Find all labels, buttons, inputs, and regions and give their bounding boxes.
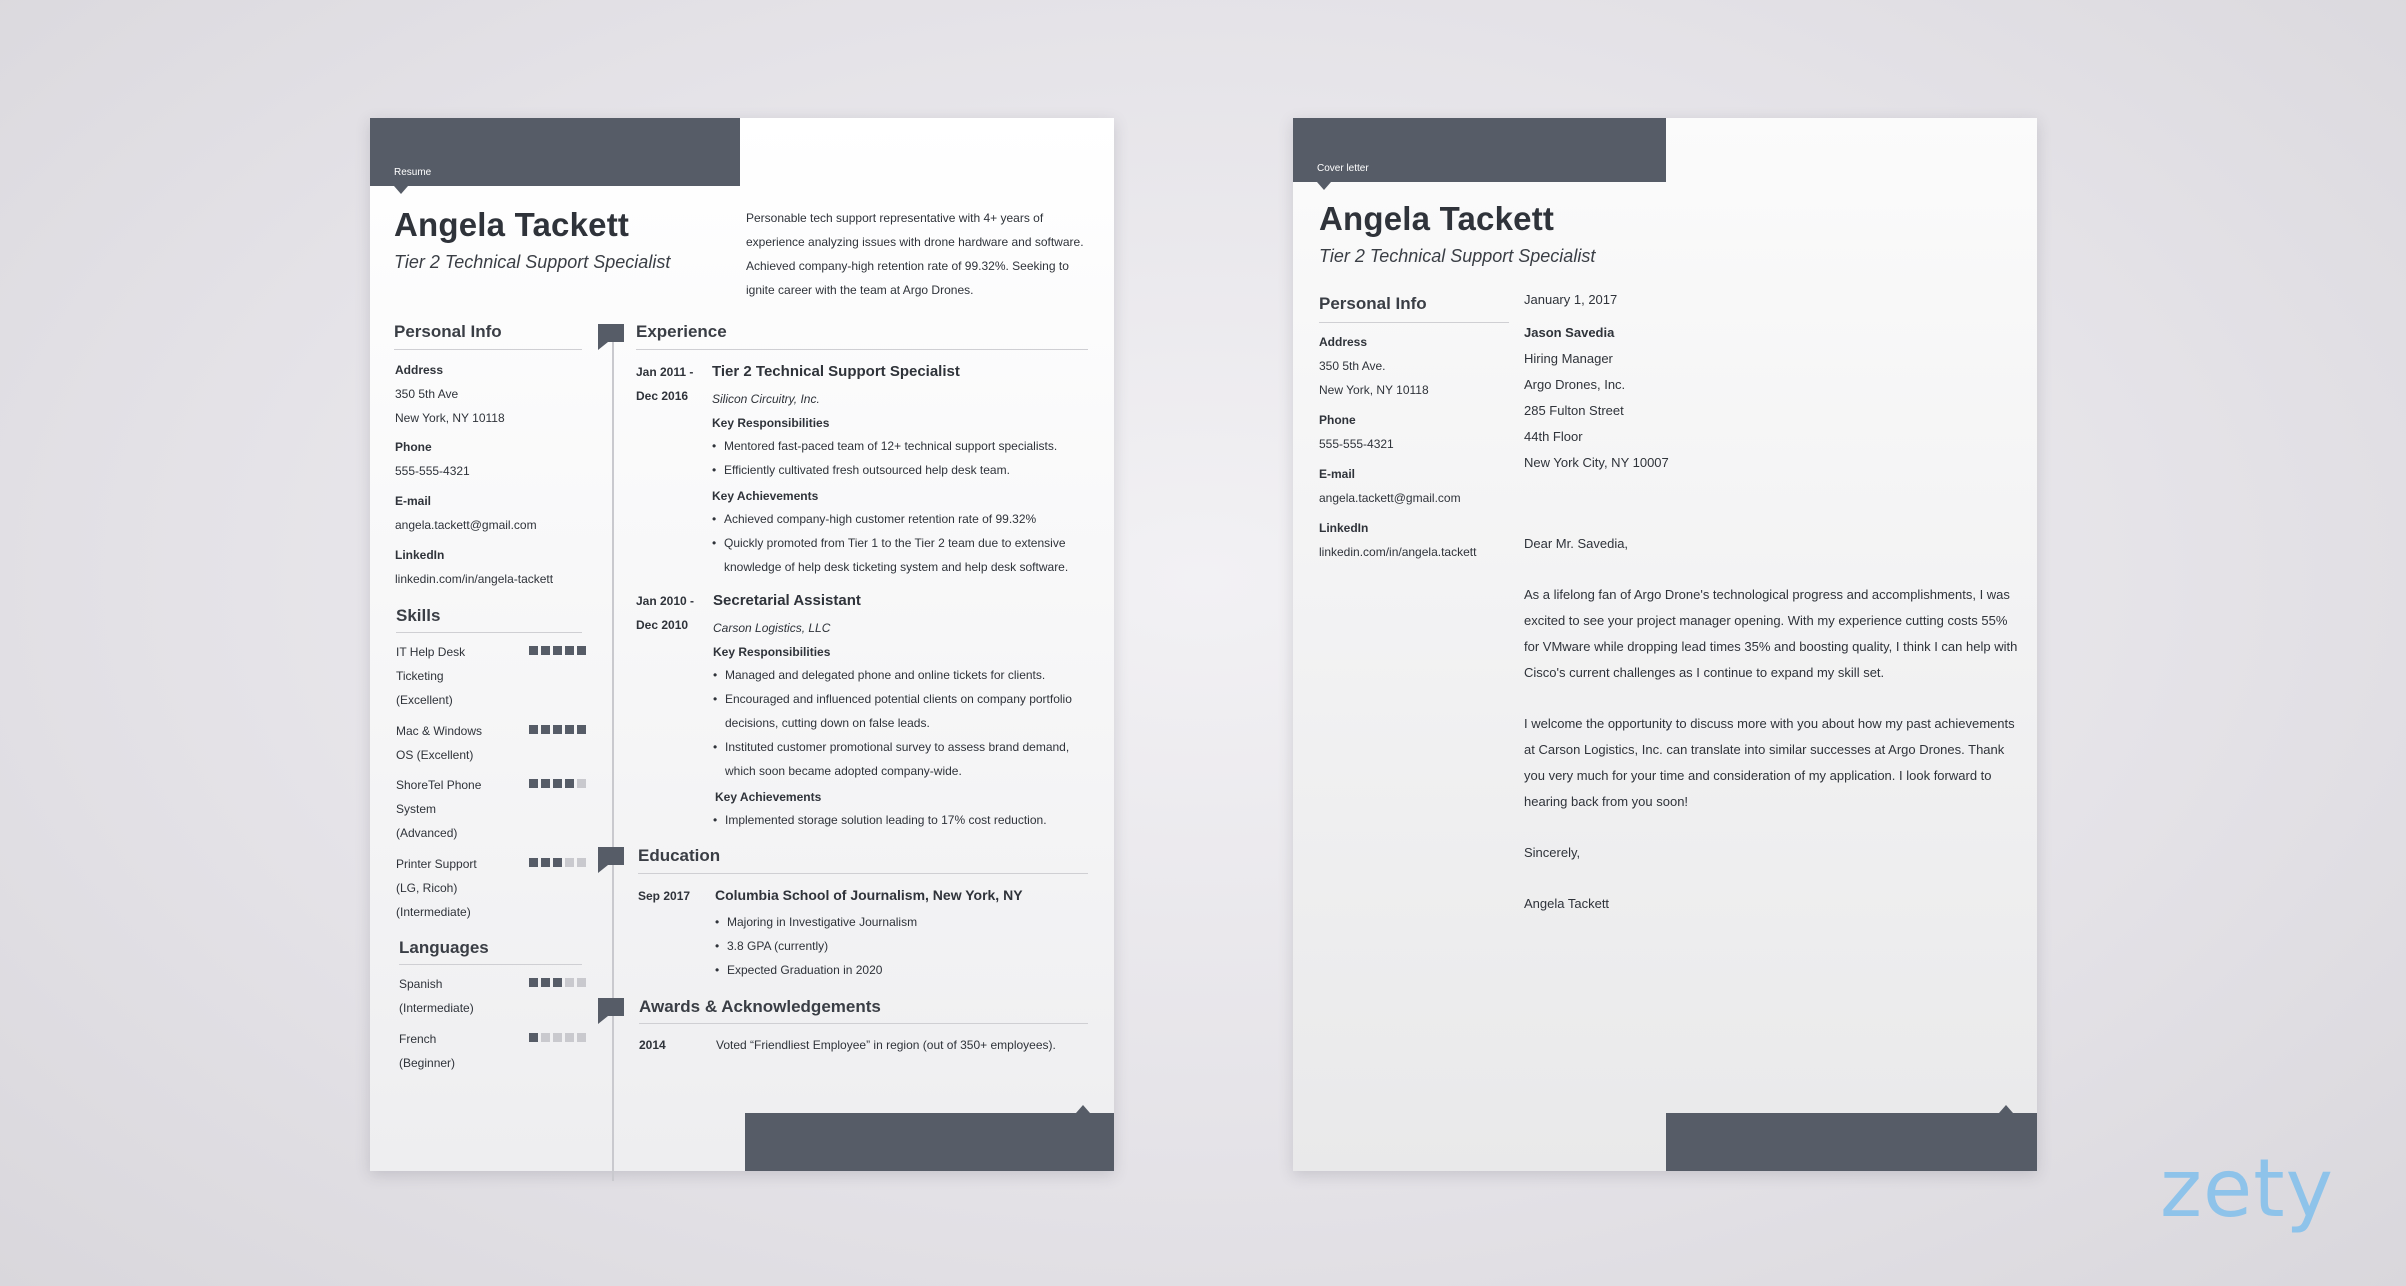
job-role: Tier 2 Technical Support Specialist [712,363,960,380]
paragraph-2-line: hearing back from you soon! [1524,794,1689,809]
divider [638,873,1088,874]
language-rating [529,1033,586,1042]
award-year: 2014 [639,1038,666,1052]
list-item: • Implemented storage solution leading to 17% cost reduction. [713,808,1085,832]
divider [394,349,582,350]
award-text: Voted “Friendliest Employee” in region (out of 350+ employees). [716,1038,1056,1052]
education-date: Sep 2017 [638,889,691,903]
divider [1319,322,1509,323]
address-label: Address [1319,335,1368,349]
achievements-label: Key Achievements [715,790,822,804]
education-school: Columbia School of Journalism, New York, NY [715,887,1023,903]
job-role: Secretarial Assistant [713,592,861,609]
rating-square-filled [577,646,586,655]
list-item: • Majoring in Investigative Journalism [715,910,1075,934]
language-line1: French [399,1032,437,1046]
cover-header-band [1293,118,1666,182]
rating-square-filled [577,725,586,734]
language-line2: (Intermediate) [399,1001,474,1015]
skill-line3: (Excellent) [396,693,453,707]
rating-square-filled [541,725,550,734]
list-item: • Mentored fast-paced team of 12+ technical support specialists. [712,434,1084,458]
paragraph-2-line: you very much for your time and consideration of my application. I look forward to [1524,768,1992,783]
closing: Sincerely, [1524,845,1581,860]
recipient-line: 285 Fulton Street [1524,403,1624,418]
recipient-line: 44th Floor [1524,429,1583,444]
job-company: Silicon Circuitry, Inc. [712,392,820,406]
cover-footer-band [1666,1113,2037,1171]
rating-square-filled [553,978,562,987]
awards-heading: Awards & Acknowledgements [639,997,881,1016]
divider [396,632,582,633]
linkedin-label: LinkedIn [395,548,445,562]
list-item: • Encouraged and influenced potential clients on company portfolio decisions, cutting down on false leads. [713,687,1085,735]
rating-square-empty [565,978,574,987]
resume-header-label: Resume [394,167,432,178]
list-item: • Achieved company-high customer retention rate of 99.32% [712,507,1084,531]
list-item: • Efficiently cultivated fresh outsourced help desk team. [712,458,1084,482]
skill-rating [529,779,586,788]
language-item [399,1027,586,1075]
rating-square-filled [529,725,538,734]
skill-line1: IT Help Desk [396,645,466,659]
experience-heading: Experience [636,322,727,341]
divider [399,964,582,965]
language-item [399,972,586,1020]
header-notch [394,186,408,194]
skill-line2: OS (Excellent) [396,748,474,762]
footer-notch [1999,1105,2013,1113]
language-line1: Spanish [399,977,443,991]
cover-letter-page [1293,118,2037,1171]
language-rating [529,978,586,987]
cover-name: Angela Tackett [1319,200,1555,237]
section-marker-icon [598,324,624,342]
skill-line2: (LG, Ricoh) [396,881,458,895]
zety-logo: zety [2160,1142,2334,1235]
job-date-start: Jan 2010 - [636,594,695,608]
linkedin-value: linkedin.com/in/angela.tackett [1319,545,1477,559]
resume-name: Angela Tackett [394,206,630,243]
resume-summary: Personable tech support representative with 4+ years of experience analyzing issues with drone hardware and software. Achieved company-high retention rate of 99.32%. Seeking to ignite career with the team at Argo Drones. [746,211,1084,297]
rating-square-filled [553,725,562,734]
linkedin-label: LinkedIn [1319,521,1369,535]
responsibilities-list [712,434,1084,482]
list-item: • Expected Graduation in 2020 [715,958,1075,982]
responsibilities-list [713,663,1085,783]
job-date-start: Jan 2011 - [636,365,694,379]
achievements-list [712,507,1084,579]
salutation: Dear Mr. Savedia, [1524,536,1629,551]
letter-date: January 1, 2017 [1524,292,1618,307]
resume-job-title: Tier 2 Technical Support Specialist [394,252,671,272]
skills-heading: Skills [396,606,441,625]
paragraph-2-line: at Carson Logistics, Inc. can translate into similar successes at Argo Drones. Thank [1524,742,2005,757]
skill-line2: System [396,802,437,816]
timeline-line [612,332,614,1181]
phone-value: 555-555-4321 [1319,437,1394,451]
rating-square-empty [553,1033,562,1042]
rating-square-empty [565,858,574,867]
address-line2: New York, NY 10118 [1319,383,1429,397]
paragraph-2-line: I welcome the opportunity to discuss more with you about how my past achievements [1524,716,2015,731]
address-label: Address [395,363,444,377]
education-list [715,910,1075,982]
skill-line1: Printer Support [396,857,477,871]
skill-line1: ShoreTel Phone [396,778,482,792]
address-line1: 350 5th Ave [395,387,459,401]
job-date-end: Dec 2016 [636,389,689,403]
rating-square-empty [577,858,586,867]
responsibilities-label: Key Responsibilities [712,416,830,430]
footer-notch [1076,1105,1090,1113]
linkedin-value: linkedin.com/in/angela-tackett [395,572,554,586]
recipient-line: Argo Drones, Inc. [1524,377,1626,392]
achievements-label: Key Achievements [712,489,819,503]
rating-square-filled [529,1033,538,1042]
skill-line2: Ticketing [396,669,444,683]
skill-rating [529,858,586,867]
paragraph-1-line: Cisco's current challenges as I continue to expand my skill set. [1524,665,1885,680]
list-item: • Quickly promoted from Tier 1 to the Tier 2 team due to extensive knowledge of help desk ticketing system and help desk software. [712,531,1084,579]
skill-line1: Mac & Windows [396,724,483,738]
paragraph-1-line: for VMware while dropping lead times 35% and boosting quality, I think I can help with [1524,639,2018,654]
rating-square-empty [577,779,586,788]
rating-square-empty [541,1033,550,1042]
achievements-list [713,808,1085,832]
skill-line3: (Advanced) [396,826,458,840]
rating-square-empty [577,978,586,987]
skill-rating [529,646,586,655]
paragraph-1-line: excited to see your project manager opening. With my experience cutting costs 55% [1524,613,2008,628]
languages-heading: Languages [399,938,489,957]
rating-square-filled [529,858,538,867]
divider [639,1023,1088,1024]
rating-square-filled [541,779,550,788]
cover-job-title: Tier 2 Technical Support Specialist [1319,246,1596,266]
skill-item [396,852,586,924]
email-label: E-mail [395,494,432,508]
personal-info-heading: Personal Info [394,322,502,341]
rating-square-filled [529,779,538,788]
education-heading: Education [638,846,721,865]
rating-square-empty [565,1033,574,1042]
paragraph-1-line: As a lifelong fan of Argo Drone's technological progress and accomplishments, I was [1524,587,2010,602]
rating-square-filled [565,646,574,655]
rating-square-filled [553,646,562,655]
skill-item [396,640,586,712]
rating-square-filled [541,858,550,867]
resume-header-band [370,118,740,186]
rating-square-filled [541,646,550,655]
cover-header-label: Cover letter [1317,163,1369,174]
skill-line3: (Intermediate) [396,905,471,919]
language-line2: (Beginner) [399,1056,456,1070]
recipient-line: Hiring Manager [1524,351,1613,366]
phone-label: Phone [1319,413,1356,427]
rating-square-filled [553,858,562,867]
address-line1: 350 5th Ave. [1319,359,1386,373]
rating-square-filled [565,725,574,734]
rating-square-filled [553,779,562,788]
email-value: angela.tackett@gmail.com [1319,491,1461,505]
rating-square-filled [541,978,550,987]
header-notch [1317,182,1331,190]
section-marker-icon [598,998,624,1016]
phone-value: 555-555-4321 [395,464,470,478]
recipient-name: Jason Savedia [1524,325,1615,340]
email-value: angela.tackett@gmail.com [395,518,537,532]
resume-footer-band [745,1113,1114,1171]
cover-personal-info-heading: Personal Info [1319,294,1427,313]
skill-rating [529,725,586,734]
email-label: E-mail [1319,467,1356,481]
skill-item [396,773,586,845]
job-company: Carson Logistics, LLC [713,621,831,635]
rating-square-filled [565,779,574,788]
rating-square-filled [529,978,538,987]
list-item: • Managed and delegated phone and online tickets for clients. [713,663,1085,687]
phone-label: Phone [395,440,432,454]
responsibilities-label: Key Responsibilities [713,645,831,659]
rating-square-filled [529,646,538,655]
divider [636,349,1088,350]
list-item: • 3.8 GPA (currently) [715,934,1075,958]
section-marker-icon [598,847,624,865]
skill-item [396,719,586,767]
rating-square-empty [577,1033,586,1042]
address-line2: New York, NY 10118 [395,411,505,425]
recipient-line: New York City, NY 10007 [1524,455,1669,470]
list-item: • Instituted customer promotional survey to assess brand demand, which soon became adopted company-wide. [713,735,1085,783]
resume-page [370,118,1114,1171]
signature: Angela Tackett [1524,896,1610,911]
job-date-end: Dec 2010 [636,618,689,632]
